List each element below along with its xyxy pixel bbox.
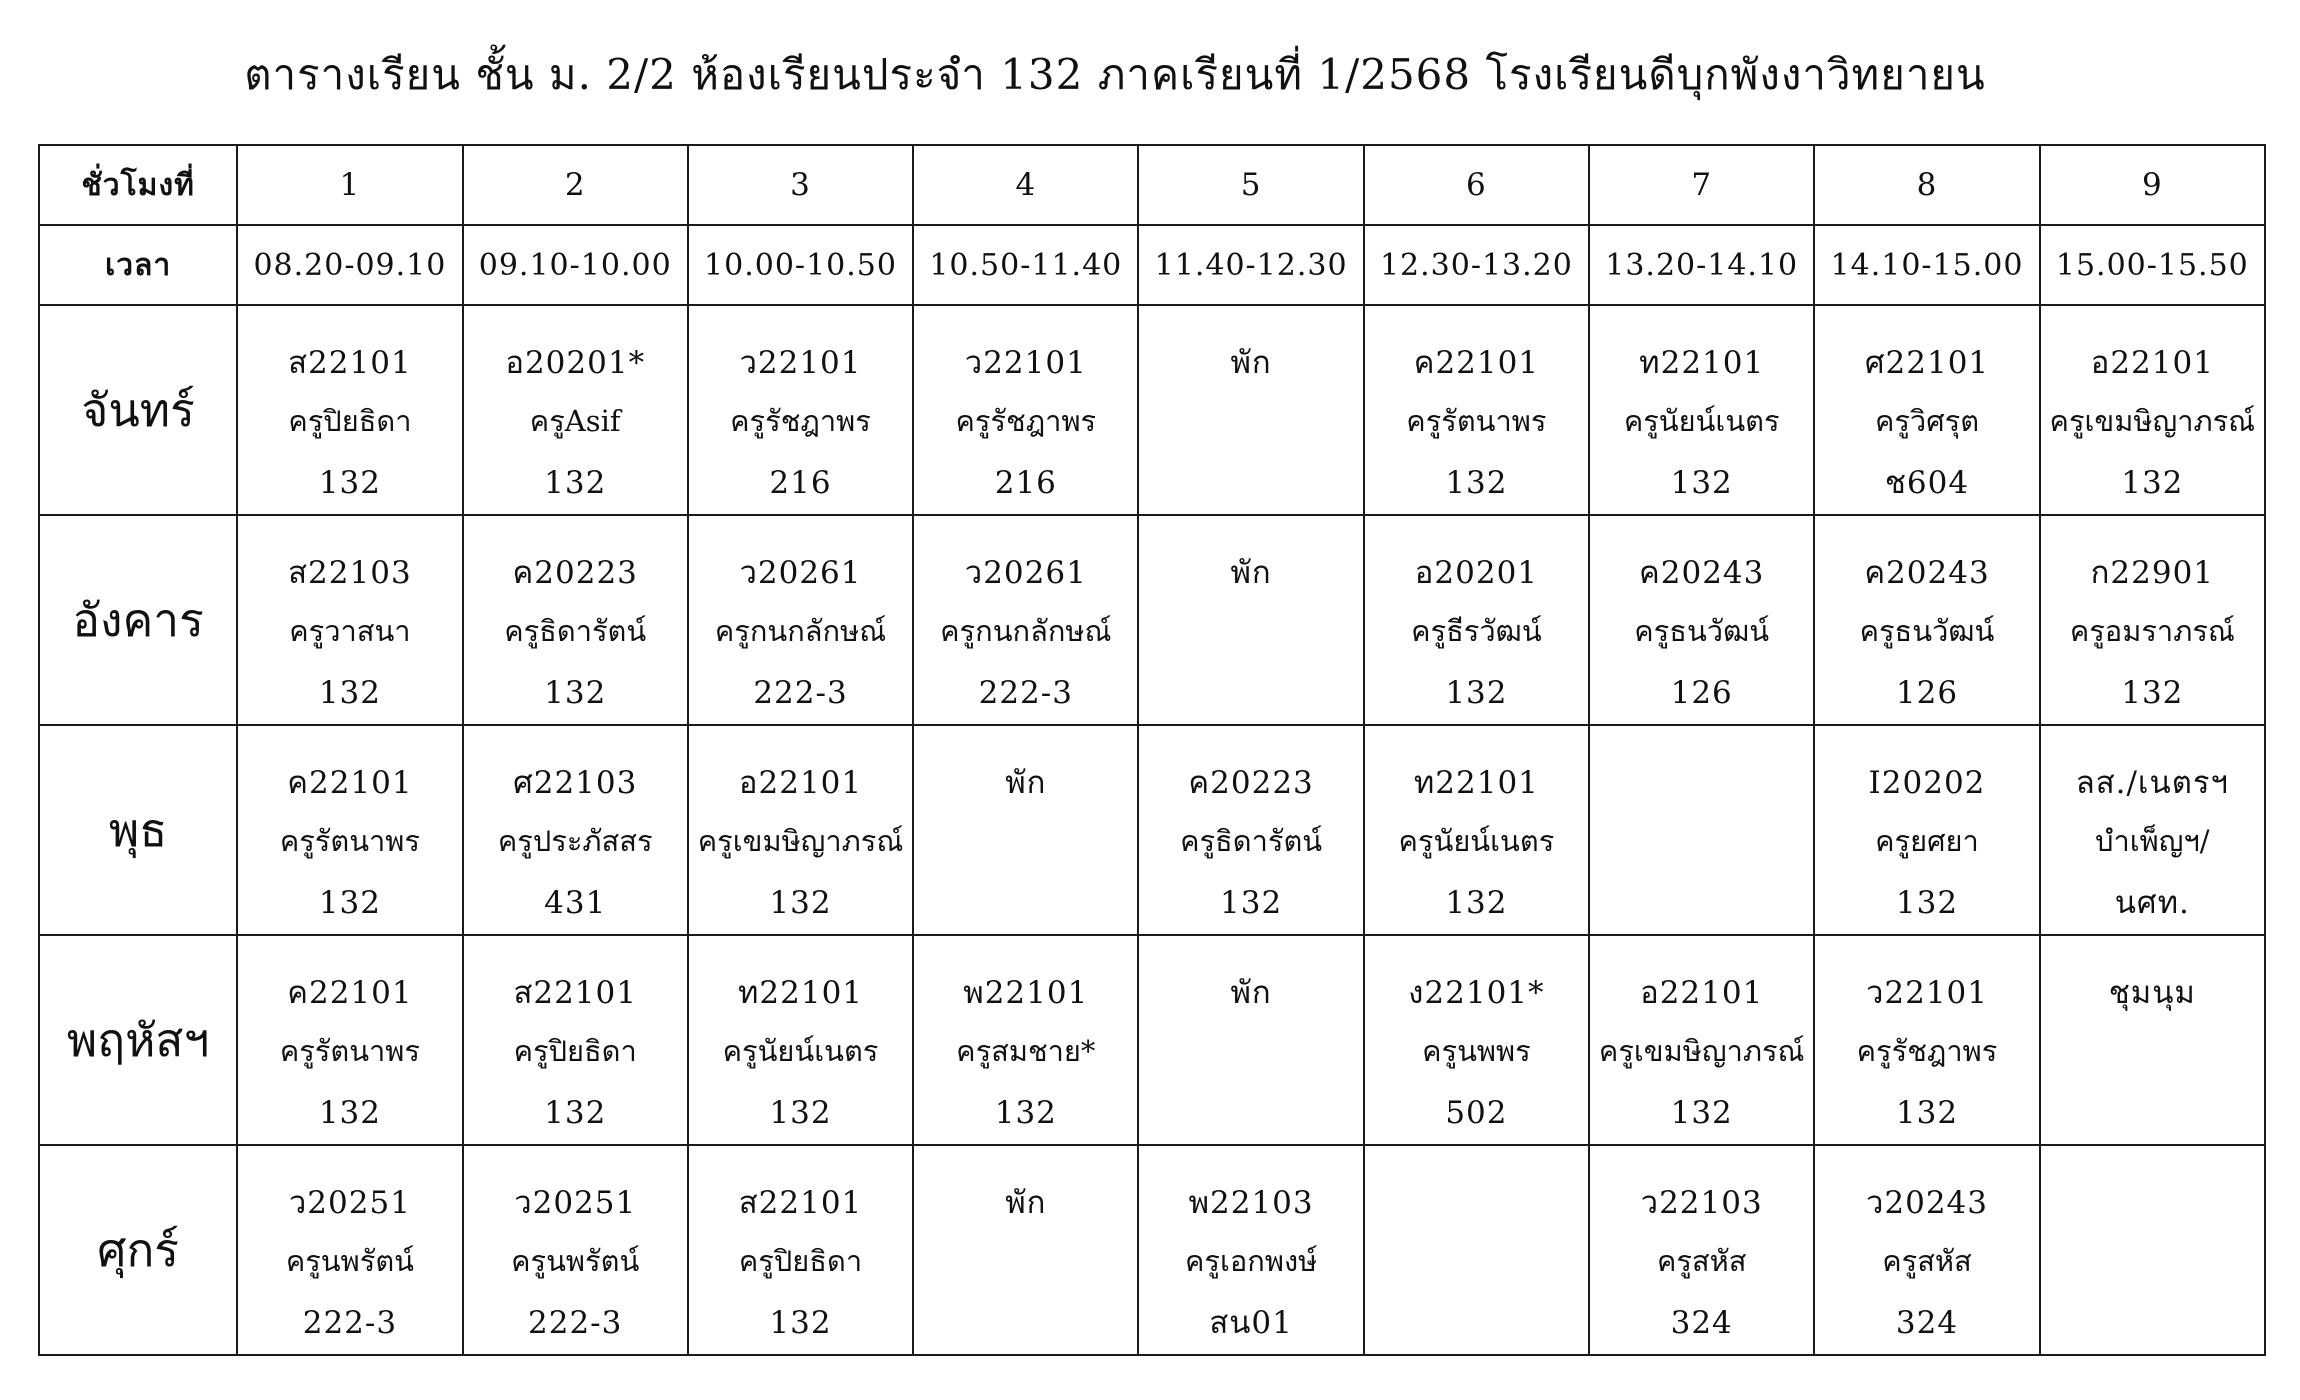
teacher-name: ครูอมราภรณ์ bbox=[2069, 614, 2235, 648]
subject-code: พัก bbox=[1230, 555, 1272, 591]
class-slot bbox=[2040, 305, 2265, 515]
time-header-row bbox=[39, 225, 2265, 305]
class-slot bbox=[463, 515, 688, 725]
class-slot bbox=[2040, 935, 2265, 1145]
class-slot bbox=[1589, 725, 1814, 935]
teacher-name: ครูปิยธิดา bbox=[738, 1244, 863, 1278]
subject-code: ว22101 bbox=[1865, 975, 1988, 1011]
room-number: 132 bbox=[769, 885, 832, 921]
class-slot bbox=[688, 305, 913, 515]
subject-code: พัก bbox=[1005, 765, 1047, 801]
class-slot bbox=[1364, 725, 1589, 935]
class-slot bbox=[1364, 305, 1589, 515]
room-number: 132 bbox=[544, 1095, 607, 1131]
subject-code: อ20201 bbox=[1414, 555, 1539, 591]
teacher-name: ครูรัชฎาพร bbox=[955, 404, 1097, 438]
room-number: 222-3 bbox=[978, 675, 1073, 711]
class-slot bbox=[1589, 305, 1814, 515]
subject-code: พ22103 bbox=[1188, 1185, 1314, 1221]
room-number: 132 bbox=[1895, 885, 1959, 921]
day-label: จันทร์ bbox=[39, 305, 237, 515]
teacher-name: ครูสหัส bbox=[1882, 1244, 1972, 1278]
subject-code: ค22101 bbox=[287, 975, 413, 1011]
room-number: ช604 bbox=[1884, 465, 1970, 501]
day-row bbox=[39, 935, 2265, 1145]
time-range: 10.50-11.40 bbox=[913, 225, 1138, 305]
room-number: 126 bbox=[1670, 675, 1733, 711]
room-number: 132 bbox=[1445, 675, 1508, 711]
teacher-name: ครูนพพร bbox=[1422, 1034, 1531, 1068]
teacher-name: ครูนพรัตน์ bbox=[285, 1244, 414, 1278]
class-slot bbox=[688, 725, 913, 935]
class-slot bbox=[1364, 1145, 1589, 1355]
class-slot bbox=[1138, 1145, 1363, 1355]
subject-code: ว22101 bbox=[964, 345, 1087, 381]
class-slot bbox=[688, 1145, 913, 1355]
subject-code: ค20223 bbox=[1188, 765, 1314, 801]
time-range: 08.20-09.10 bbox=[237, 225, 462, 305]
class-slot bbox=[237, 305, 462, 515]
class-slot bbox=[463, 305, 688, 515]
subject-code: ศ22101 bbox=[1864, 345, 1990, 381]
teacher-name: ครูยศยา bbox=[1875, 824, 1979, 858]
subject-code: ส22101 bbox=[513, 975, 637, 1011]
teacher-name: ครูวาสนา bbox=[289, 614, 411, 648]
period-number: 5 bbox=[1138, 145, 1363, 225]
class-slot bbox=[913, 725, 1138, 935]
room-number: 431 bbox=[544, 885, 607, 921]
room-number: 222-3 bbox=[302, 1305, 398, 1341]
subject-code: ท22101 bbox=[737, 975, 864, 1011]
teacher-name: ครูเขมษิญาภรณ์ bbox=[1598, 1034, 1805, 1068]
teacher-name: ครูปิยธิดา bbox=[288, 404, 412, 438]
room-number: 126 bbox=[1895, 675, 1959, 711]
teacher-name: ครูธิดารัตน์ bbox=[1180, 824, 1323, 858]
subject-code: ว20261 bbox=[964, 555, 1087, 591]
class-slot bbox=[913, 1145, 1138, 1355]
teacher-name: ครูเขมษิญาภรณ์ bbox=[697, 824, 904, 858]
teacher-name: ครูประภัสสร bbox=[497, 824, 653, 858]
class-slot bbox=[1814, 305, 2039, 515]
subject-code: พัก bbox=[1230, 975, 1272, 1011]
subject-code: I20202 bbox=[1868, 765, 1986, 801]
room-number: นศท. bbox=[2114, 885, 2190, 921]
subject-code: พ22101 bbox=[963, 975, 1089, 1011]
time-range: 09.10-10.00 bbox=[463, 225, 688, 305]
period-number: 6 bbox=[1364, 145, 1589, 225]
period-number: 1 bbox=[237, 145, 462, 225]
subject-code: ว20243 bbox=[1865, 1185, 1988, 1221]
class-slot bbox=[688, 935, 913, 1145]
subject-code: ค22101 bbox=[287, 765, 413, 801]
subject-code: ลส./เนตรฯ bbox=[2075, 765, 2229, 801]
teacher-name: ครูธนวัฒน์ bbox=[1859, 614, 1995, 648]
subject-code: ว20261 bbox=[739, 555, 862, 591]
class-slot bbox=[463, 1145, 688, 1355]
room-number: 324 bbox=[1895, 1305, 1959, 1341]
teacher-name: ครูรัตนาพร bbox=[1406, 404, 1547, 438]
period-number: 7 bbox=[1589, 145, 1814, 225]
room-number: 216 bbox=[769, 465, 832, 501]
room-number: 132 bbox=[769, 1095, 832, 1131]
time-range: 14.10-15.00 bbox=[1814, 225, 2039, 305]
class-slot bbox=[1589, 515, 1814, 725]
room-number: สน01 bbox=[1209, 1305, 1293, 1341]
subject-code: อ20201* bbox=[505, 345, 646, 381]
teacher-name: ครูกนกลักษณ์ bbox=[714, 614, 887, 648]
teacher-name: ครูธีรวัฒน์ bbox=[1411, 614, 1542, 648]
teacher-name: ครูรัตนาพร bbox=[279, 1034, 420, 1068]
class-slot bbox=[913, 305, 1138, 515]
class-slot bbox=[1138, 305, 1363, 515]
day-label: พฤหัสฯ bbox=[39, 935, 237, 1145]
time-range: 15.00-15.50 bbox=[2040, 225, 2265, 305]
room-number: 132 bbox=[1670, 465, 1733, 501]
room-number: 132 bbox=[318, 1095, 381, 1131]
subject-code: ส22101 bbox=[288, 345, 412, 381]
room-number: 222-3 bbox=[753, 675, 848, 711]
room-number: 132 bbox=[1895, 1095, 1959, 1131]
class-slot bbox=[913, 935, 1138, 1145]
period-number: 4 bbox=[913, 145, 1138, 225]
teacher-name: ครูเขมษิญาภรณ์ bbox=[2049, 404, 2256, 438]
room-number: 132 bbox=[318, 465, 381, 501]
room-number: 132 bbox=[1220, 885, 1283, 921]
day-row bbox=[39, 515, 2265, 725]
day-label: ศุกร์ bbox=[39, 1145, 237, 1355]
class-slot bbox=[1364, 515, 1589, 725]
room-number: 132 bbox=[544, 465, 607, 501]
time-range: 11.40-12.30 bbox=[1138, 225, 1363, 305]
period-number: 9 bbox=[2040, 145, 2265, 225]
period-number: 8 bbox=[1814, 145, 2039, 225]
subject-code: อ22101 bbox=[2090, 345, 2214, 381]
class-slot bbox=[463, 725, 688, 935]
class-slot bbox=[1814, 515, 2039, 725]
class-slot bbox=[237, 725, 462, 935]
subject-code: อ22101 bbox=[738, 765, 863, 801]
subject-code: พัก bbox=[1230, 345, 1272, 381]
subject-code: ท22101 bbox=[1639, 345, 1765, 381]
subject-code: ก22901 bbox=[2090, 555, 2215, 591]
room-number: 132 bbox=[1445, 465, 1508, 501]
time-label: เวลา bbox=[39, 225, 237, 305]
day-label: พุธ bbox=[39, 725, 237, 935]
room-number: 132 bbox=[318, 885, 381, 921]
subject-code: ว22101 bbox=[739, 345, 862, 381]
room-number: 324 bbox=[1670, 1305, 1733, 1341]
class-slot bbox=[237, 935, 462, 1145]
teacher-name: ครูธนวัฒน์ bbox=[1634, 614, 1770, 648]
room-number: 132 bbox=[544, 675, 607, 711]
class-slot bbox=[1589, 935, 1814, 1145]
class-slot bbox=[2040, 1145, 2265, 1355]
subject-code: ว22103 bbox=[1640, 1185, 1763, 1221]
class-slot bbox=[2040, 725, 2265, 935]
teacher-name: ครูนัยน์เนตร bbox=[1398, 824, 1555, 858]
room-number: 132 bbox=[1445, 885, 1508, 921]
period-number: 2 bbox=[463, 145, 688, 225]
class-slot bbox=[1589, 1145, 1814, 1355]
period-header-row bbox=[39, 145, 2265, 225]
room-number: 132 bbox=[318, 675, 381, 711]
subject-code: พัก bbox=[1005, 1185, 1047, 1221]
subject-code: ส22101 bbox=[738, 1185, 863, 1221]
room-number: 502 bbox=[1445, 1095, 1508, 1131]
class-slot bbox=[237, 515, 462, 725]
room-number: 216 bbox=[994, 465, 1057, 501]
page-title: ตารางเรียน ชั้น ม. 2/2 ห้องเรียนประจำ 132 ภาคเรียนที่ 1/2568 โรงเรียนดีบุกพังงาวิทยายน bbox=[244, 50, 1986, 99]
time-range: 10.00-10.50 bbox=[688, 225, 913, 305]
subject-code: ท22101 bbox=[1413, 765, 1539, 801]
class-slot bbox=[688, 515, 913, 725]
timetable bbox=[38, 144, 2266, 1356]
teacher-name: ครูสหัส bbox=[1656, 1244, 1747, 1278]
subject-code: ค20243 bbox=[1864, 555, 1990, 591]
time-range: 12.30-13.20 bbox=[1364, 225, 1589, 305]
teacher-name: ครูนัยน์เนตร bbox=[722, 1034, 879, 1068]
teacher-name: ครูรัชฎาพร bbox=[730, 404, 871, 438]
day-label: อังคาร bbox=[39, 515, 237, 725]
subject-code: ค20243 bbox=[1639, 555, 1765, 591]
class-slot bbox=[1138, 515, 1363, 725]
class-slot bbox=[1364, 935, 1589, 1145]
class-slot bbox=[237, 1145, 462, 1355]
class-slot bbox=[463, 935, 688, 1145]
day-row bbox=[39, 1145, 2265, 1355]
teacher-name: ครูรัตนาพร bbox=[279, 824, 420, 858]
subject-code: ค22101 bbox=[1413, 345, 1540, 381]
period-label: ชั่วโมงที่ bbox=[39, 145, 237, 225]
subject-code: ง22101* bbox=[1408, 975, 1545, 1011]
class-slot bbox=[1814, 1145, 2039, 1355]
teacher-name: ครูปิยธิดา bbox=[513, 1034, 637, 1068]
class-slot bbox=[1138, 935, 1363, 1145]
teacher-name: ครูวิศรุต bbox=[1874, 404, 1980, 438]
day-row bbox=[39, 725, 2265, 935]
subject-code: ค20223 bbox=[512, 555, 638, 591]
room-number: 132 bbox=[769, 1305, 832, 1341]
room-number: 222-3 bbox=[528, 1305, 623, 1341]
teacher-name: บำเพ็ญฯ/ bbox=[2095, 824, 2210, 858]
subject-code: ศ22103 bbox=[513, 765, 638, 801]
teacher-name: ครูAsif bbox=[529, 404, 621, 438]
subject-code: ว20251 bbox=[514, 1185, 637, 1221]
teacher-name: ครูสมชาย* bbox=[956, 1034, 1096, 1068]
subject-code: ส22103 bbox=[288, 555, 412, 591]
period-number: 3 bbox=[688, 145, 913, 225]
teacher-name: ครูกนกลักษณ์ bbox=[940, 614, 1112, 648]
teacher-name: ครูนพรัตน์ bbox=[511, 1244, 640, 1278]
teacher-name: ครูธิดารัตน์ bbox=[504, 614, 647, 648]
subject-code: ชุมนุม bbox=[2108, 975, 2196, 1011]
class-slot bbox=[2040, 515, 2265, 725]
room-number: 132 bbox=[994, 1095, 1057, 1131]
class-slot bbox=[1138, 725, 1363, 935]
class-slot bbox=[913, 515, 1138, 725]
room-number: 132 bbox=[2121, 465, 2184, 501]
teacher-name: ครูรัชฎาพร bbox=[1856, 1034, 1998, 1068]
class-slot bbox=[1814, 725, 2039, 935]
teacher-name: ครูนัยน์เนตร bbox=[1623, 404, 1780, 438]
teacher-name: ครูเอกพงษ์ bbox=[1184, 1244, 1318, 1278]
class-slot bbox=[1814, 935, 2039, 1145]
day-row bbox=[39, 305, 2265, 515]
subject-code: อ22101 bbox=[1640, 975, 1764, 1011]
time-range: 13.20-14.10 bbox=[1589, 225, 1814, 305]
room-number: 132 bbox=[2121, 675, 2184, 711]
room-number: 132 bbox=[1670, 1095, 1733, 1131]
subject-code: ว20251 bbox=[288, 1185, 411, 1221]
